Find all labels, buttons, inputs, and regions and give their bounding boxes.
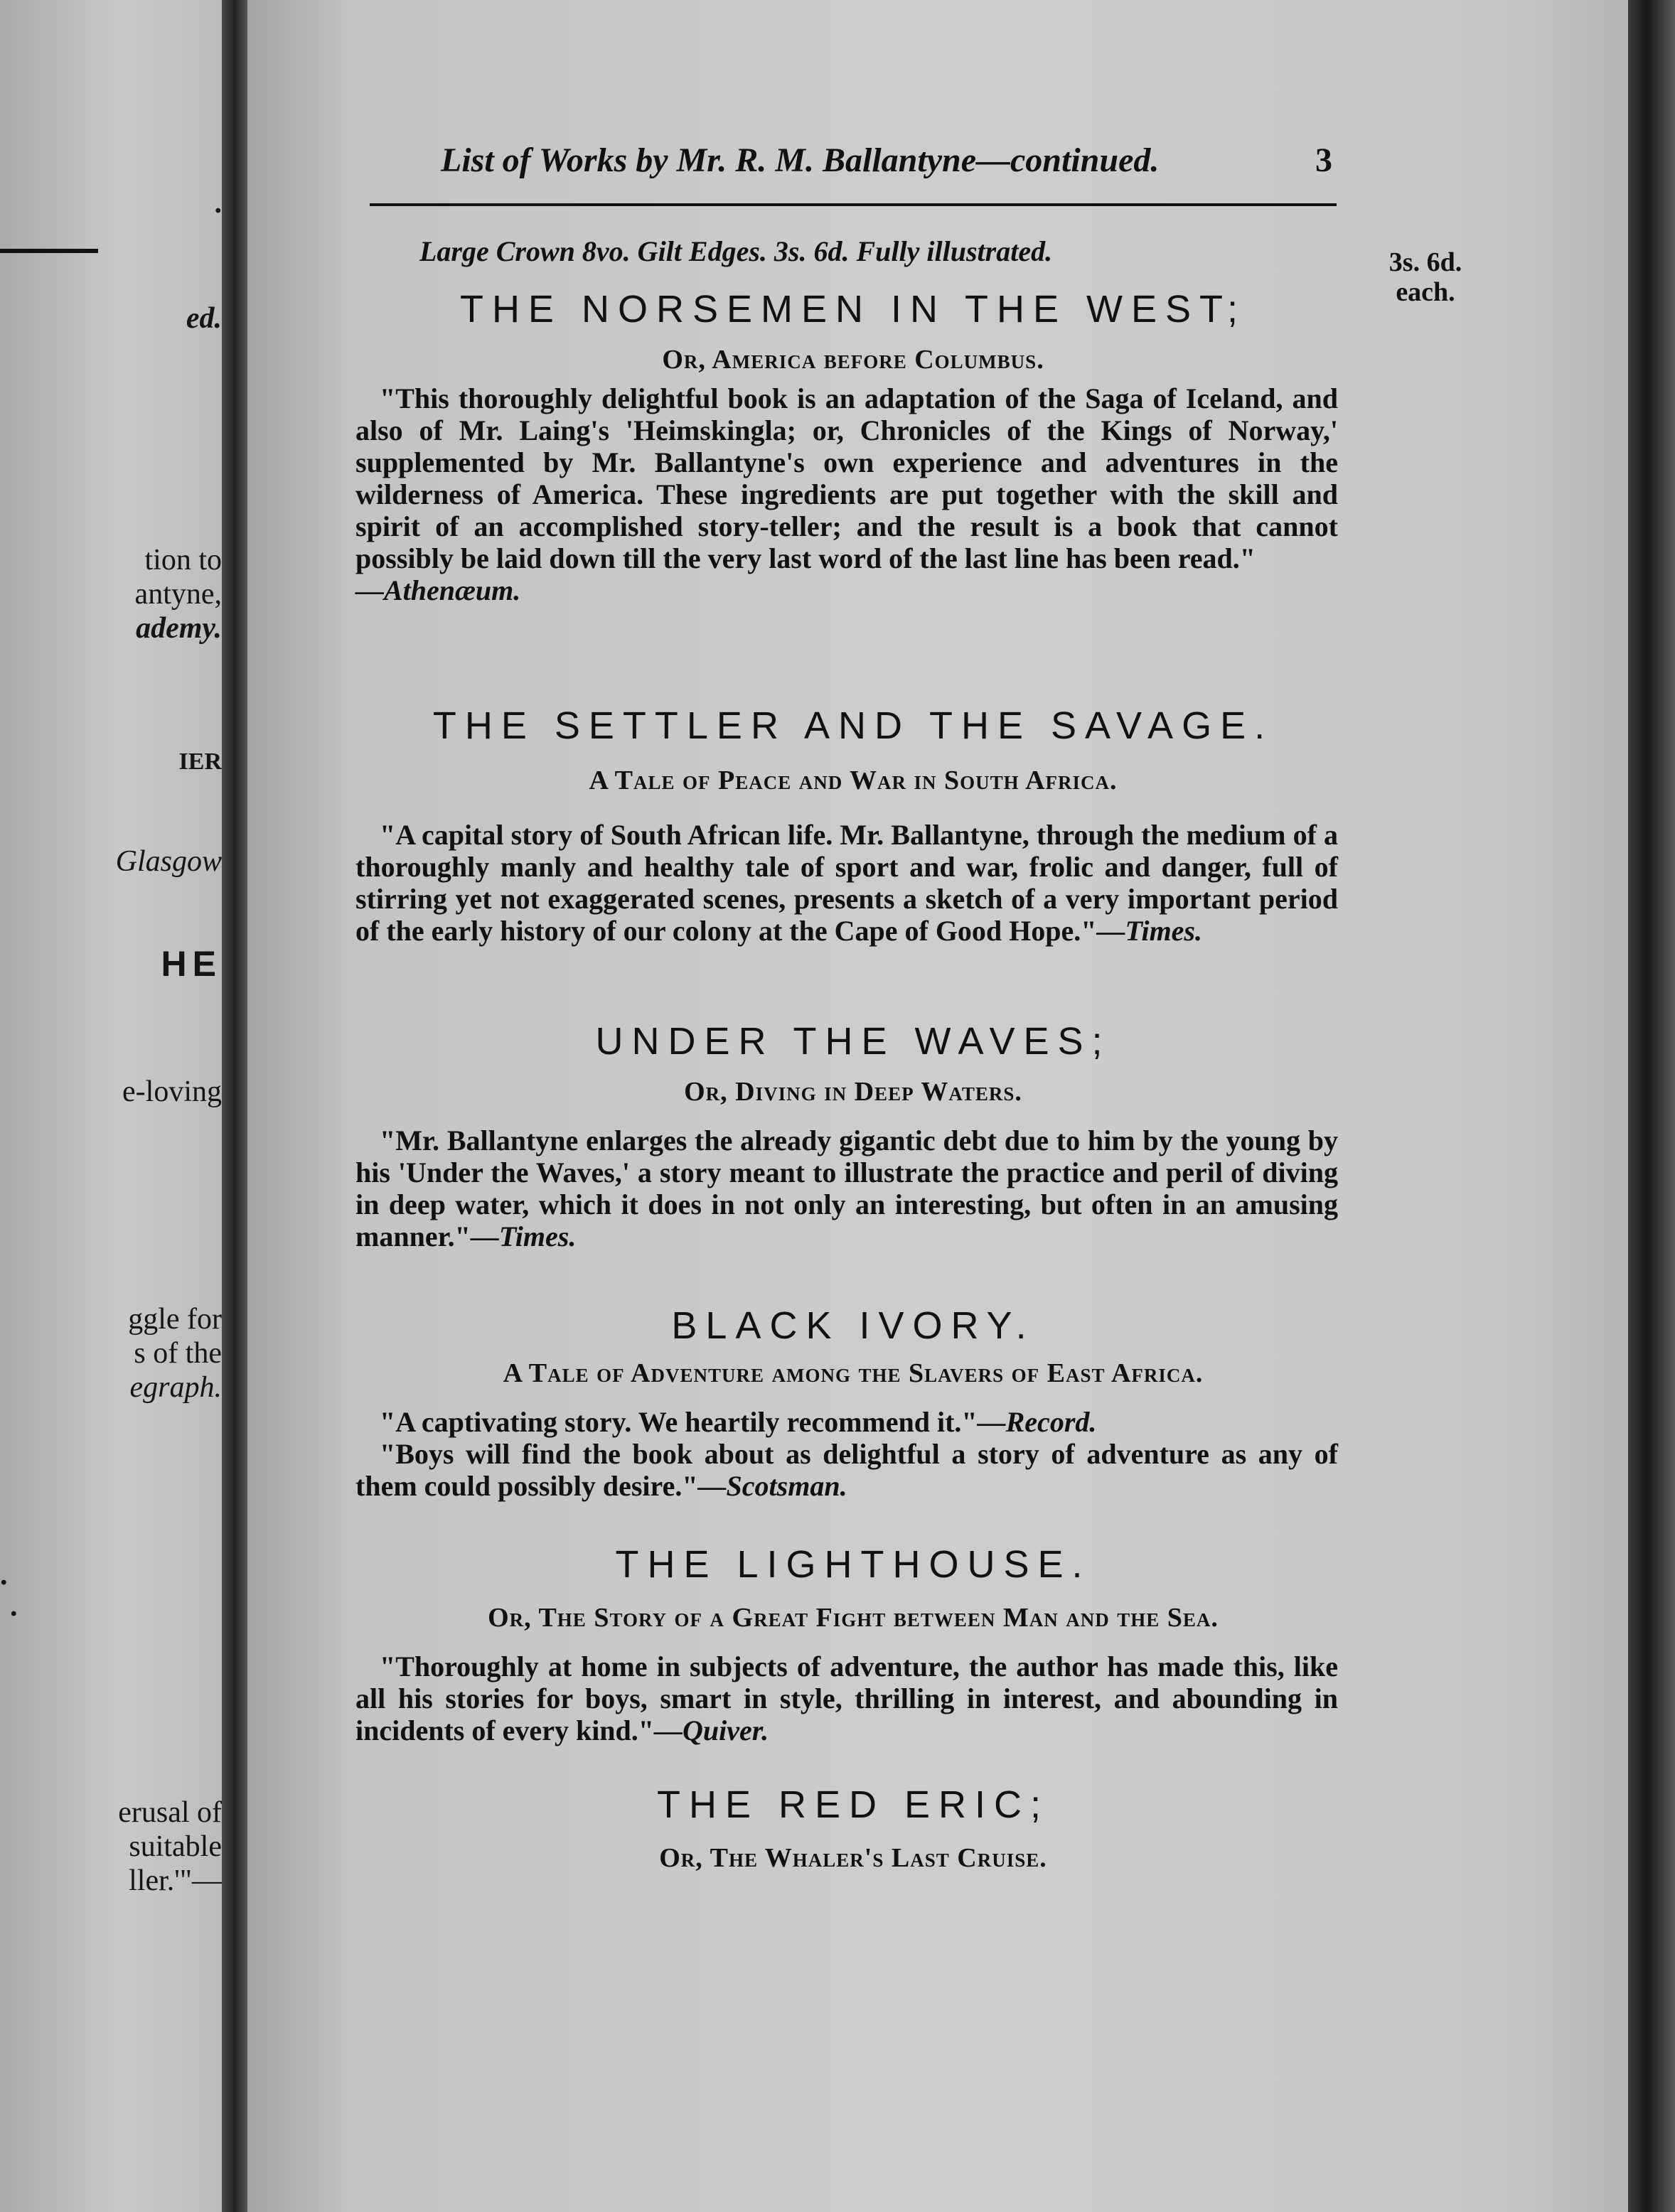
book-subtitle: Or, Diving in Deep Waters. — [684, 1077, 1022, 1107]
left-fragment: . — [214, 187, 222, 220]
book-title: THE RED ERIC; — [656, 1783, 1050, 1826]
book-gutter — [222, 0, 247, 2212]
review-quote: "Mr. Ballantyne enlarges the already gigantic debt due to him by the young by his 'Under the Waves,' a story meant to illustrate the practice and peril of diving in deep water, which it does in not only an interesting, but often in an amusing manner." — [355, 1124, 1338, 1252]
left-fragment: ademy. — [136, 612, 222, 645]
left-fragment: egraph. — [129, 1371, 222, 1404]
left-fragment: HE — [161, 944, 222, 984]
left-fragment: ller.'"— — [129, 1864, 222, 1897]
review-source: —Times. — [1096, 915, 1202, 947]
left-rule — [0, 249, 98, 253]
book-title: UNDER THE WAVES; — [595, 1020, 1111, 1063]
review — [355, 819, 1338, 947]
running-head: List of Works by Mr. R. M. Ballantyne—continued. — [441, 141, 1160, 179]
review-source: —Quiver. — [654, 1714, 769, 1746]
book-subtitle: Or, America before Columbus. — [662, 345, 1044, 375]
left-fragment: . — [0, 1559, 8, 1591]
left-page-fragment — [0, 0, 222, 2212]
book-title: THE LIGHTHOUSE. — [615, 1543, 1091, 1586]
review-quote: "This thoroughly delightful book is an adaptation of the Saga of Iceland, and also of Mr. Laing's 'Heimskingla; or, Chronicles of the Kings of Norway,' supplemented by Mr. Ballantyne's own experience and adventures in the wilderness of America. These ingredients are put together with the skill and spirit of an accomplished story-teller; and the result is a book that cannot possibly be laid down till the very last word of the last line has been read." — [355, 382, 1338, 574]
review-quote: "Thoroughly at home in subjects of adventure, the author has made this, like all his stories for boys, smart in style, thrilling in interest, and abounding in incidents of every kind." — [355, 1650, 1338, 1746]
book-title: THE SETTLER AND THE SAVAGE. — [432, 704, 1274, 747]
review — [355, 1124, 1338, 1252]
left-fragment: suitable — [129, 1830, 222, 1863]
left-fragment: s of the — [134, 1337, 222, 1370]
price-note: 3s. 6d. each. — [1388, 247, 1462, 307]
left-fragment: ggle for — [128, 1303, 222, 1336]
left-fragment: Glasgow — [115, 845, 222, 878]
book-title: THE NORSEMEN IN THE WEST; — [459, 288, 1247, 331]
left-fragment: IER — [178, 748, 222, 775]
book-title: BLACK IVORY. — [671, 1304, 1035, 1347]
left-fragment: antyne, — [134, 578, 222, 611]
review — [355, 382, 1338, 606]
header-rule — [370, 203, 1337, 206]
book-subtitle: Or, The Whaler's Last Cruise. — [659, 1843, 1047, 1873]
review-quote: "A capital story of South African life. Mr. Ballantyne, through the medium of a thoroughly manly and healthy tale of sport and war, frolic and danger, full of stirring yet not exaggerated scenes, presents a sketch of a very important period of the early history of our colony at the Cape of Good Hope." — [355, 819, 1338, 947]
review — [355, 1406, 1338, 1502]
review-source: —Record. — [977, 1406, 1097, 1438]
book-subtitle: A Tale of Peace and War in South Africa. — [589, 766, 1118, 795]
left-fragment: e-loving — [122, 1075, 222, 1108]
page-edge — [1628, 0, 1675, 2212]
edition-note: Large Crown 8vo. Gilt Edges. 3s. 6d. Fully illustrated. — [419, 235, 1053, 267]
left-fragment: tion to — [144, 544, 222, 576]
review-source: —Athenæum. — [355, 574, 521, 606]
book-subtitle: Or, The Story of a Great Fight between Man and the Sea. — [488, 1603, 1219, 1633]
review-source: —Scotsman. — [697, 1470, 847, 1502]
left-fragment: erusal of — [118, 1796, 222, 1829]
page-number: 3 — [1315, 141, 1332, 179]
review-quote: "Boys will find the book about as delightful a story of adventure as any of them could possibly desire." — [355, 1438, 1338, 1502]
left-fragment: ed. — [186, 302, 222, 335]
left-fragment: . — [10, 1590, 18, 1623]
book-subtitle: A Tale of Adventure among the Slavers of East Africa. — [503, 1358, 1204, 1388]
review — [355, 1650, 1338, 1746]
review-quote: "A captivating story. We heartily recommend it." — [380, 1406, 978, 1438]
review-source: —Times. — [470, 1220, 577, 1252]
